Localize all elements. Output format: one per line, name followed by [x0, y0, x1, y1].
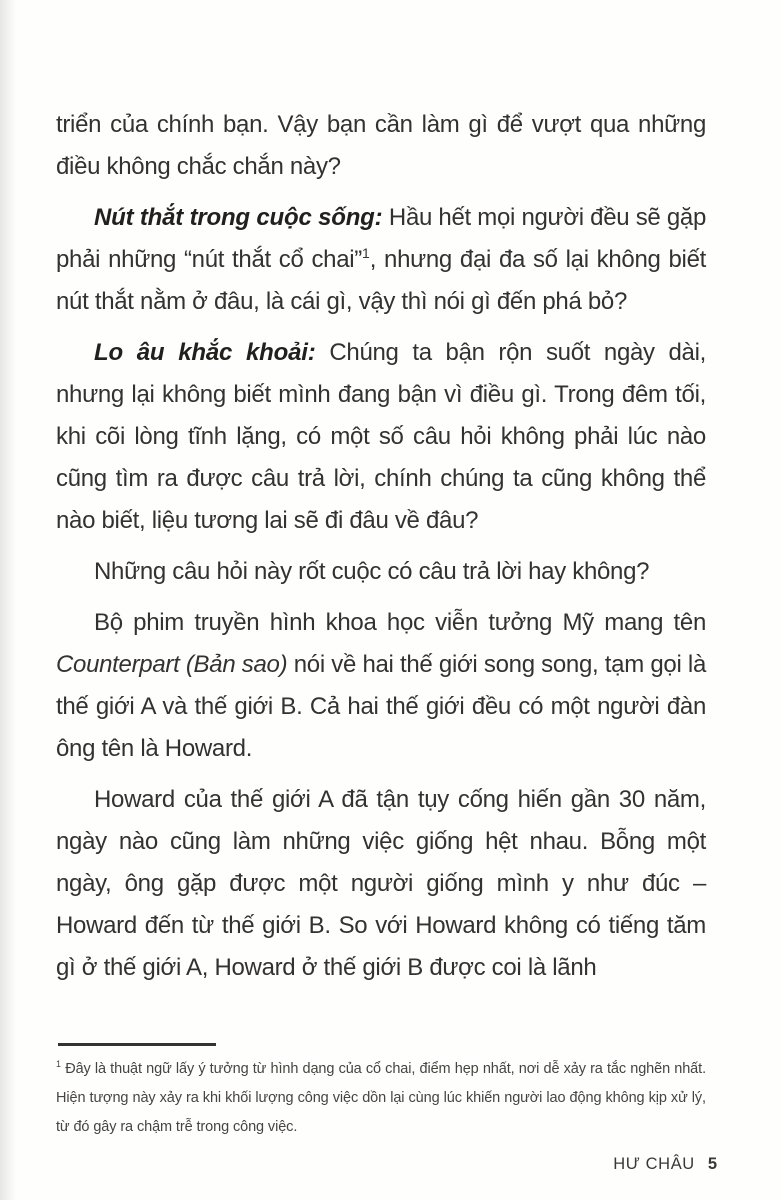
text-segment: Chúng ta bận rộn suốt ngày dài, nhưng lại không biết mình đang bận vì điều gì. Trong đêm tối, khi cõi lòng tĩnh lặng, có một số câu hỏi không phải lúc nào cũng tìm ra được câu trả lời, chính chúng ta cũng không thể nào biết, liệu tương lai sẽ đi đâu về đâu? — [56, 339, 707, 534]
text-segment: Hầu hết mọi người đều sẽ gặp phải những “nút thắt cổ chai” — [56, 204, 707, 273]
paragraph-lead: Nút thắt trong cuộc sống: — [94, 204, 389, 231]
text-segment: Bộ phim truyền hình khoa học viễn tưởng Mỹ mang tên — [94, 609, 706, 636]
text-segment: nói về hai thế giới song song, tạm gọi là thế giới A và thế giới B. Cả hai thế giới đều có một người đàn ông tên là Howard. — [56, 651, 706, 762]
body-paragraph — [56, 779, 706, 989]
text-segment: Những câu hỏi này rốt cuộc có câu trả lời hay không? — [94, 558, 650, 585]
body-paragraph — [56, 197, 706, 323]
footnote-text: Đây là thuật ngữ lấy ý tưởng từ hình dạng của cổ chai, điểm hẹp nhất, nơi dễ xảy ra tắc nghẽn nhất. Hiện tượng này xảy ra khi khối lượng công việc dồn lại cùng lúc khiến người lao động không kịp xử lý, từ đó gây ra chậm trễ trong công việc. — [56, 1061, 706, 1135]
page-footer — [613, 1155, 717, 1174]
text-segment: triển của chính bạn. Vậy bạn cần làm gì để vượt qua những điều không chắc chắn này? — [56, 111, 706, 180]
footnote-reference: 1 — [362, 245, 370, 261]
text-segment: , nhưng đại đa số lại không biết nút thắt nằm ở đâu, là cái gì, vậy thì nói gì đến phá bỏ? — [56, 246, 706, 315]
text-segment: Howard của thế giới A đã tận tụy cống hiến gần 30 năm, ngày nào cũng làm những việc giống hệt nhau. Bỗng một ngày, ông gặp được một người giống mình y như đúc – Howard đến từ thế giới B. So với Howard không có tiếng tăm gì ở thế giới A, Howard ở thế giới B được coi là lãnh — [56, 786, 706, 981]
body-paragraph — [56, 332, 706, 542]
footer-book-title: HƯ CHÂU — [613, 1155, 695, 1173]
body-paragraph — [56, 104, 706, 188]
footer-page-number: 5 — [707, 1155, 717, 1173]
footnote-marker: 1 — [56, 1059, 61, 1070]
body-paragraph — [56, 551, 706, 593]
paragraph-lead: Lo âu khắc khoải: — [94, 339, 330, 366]
footnote-block — [56, 1043, 706, 1142]
scan-edge-shadow — [0, 0, 16, 1200]
body-text — [56, 104, 706, 989]
footnote-divider — [58, 1043, 216, 1046]
body-paragraph — [56, 602, 706, 770]
title-italic: Counterpart (Bản sao) — [56, 651, 288, 678]
footnote — [56, 1055, 706, 1142]
